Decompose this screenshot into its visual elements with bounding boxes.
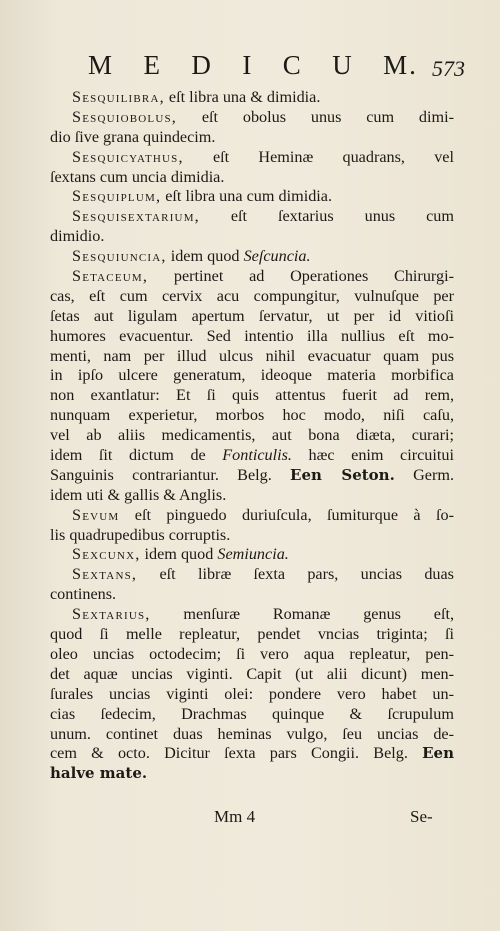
entry-line [50,386,454,406]
entry-text: menti, nam per illud ulcus nihil evacuatur quam pus [50,346,454,365]
page-number: 573 [432,56,465,81]
entry-first-line [50,267,454,287]
entry-line [50,287,454,307]
entry-text: eſt obolus unus cum dimi- [177,107,454,126]
blackletter-word: halve mate. [50,764,148,783]
blackletter-word: Een Seton. [290,465,395,484]
header-letter: I [242,50,254,80]
entry-first-line [50,565,454,585]
header-letter: M [88,50,115,80]
entry-line [50,645,454,665]
entry-text: pertinet ad Operationes Chirurgi- [148,267,454,286]
entry-text: idem ſit dictum de [50,446,223,465]
entry-first-line [50,506,454,526]
entry-line [50,227,454,247]
entry-text: cias ſedecim, Drachmas quinque & ſcrupulum [50,704,454,723]
entry-text: menſuræ Romanæ genus eſt, [150,605,454,624]
entry-text: eſt pinguedo duriuſcula, ſumiturque à ſo- [119,505,454,524]
entry-term: Sesquilibra, [72,88,165,106]
entry-line [50,168,454,188]
entry-line [50,347,454,367]
entry-line [50,665,454,685]
header-letter: C [282,50,303,80]
entry-line [50,705,454,725]
entry-line [50,486,454,506]
entry-text: ſetas aut ligulam apertum ſervatur, ut per id vitioſi [50,306,454,325]
entry-line [50,446,454,466]
entry-first-line [50,207,454,227]
header-letter: M. [383,50,418,80]
header-letter: E [143,50,162,80]
entry-line [50,725,454,745]
entry-first-line [50,88,454,108]
entry-line [50,744,454,764]
entry-term: Sextans, [72,565,138,584]
entry-text: dimidio. [50,227,105,246]
entry-line [50,128,454,148]
entry-line [50,307,454,327]
signature-mark: Mm 4 [214,807,256,826]
entry-line [50,366,454,386]
entry-text: quod ſi melle repleatur, pendet vncias triginta; ſi [50,625,454,644]
entry-text: nunquam experietur, morbos hoc modo, niſi caſu, [50,406,454,425]
entry-text: vel ab aliis medicamentis, aut bona diæta, curari; [50,426,454,445]
entry-first-line [50,545,454,565]
entry-text: idem uti & gallis & Anglis. [50,485,227,504]
italic-reference: Seſcuncia. [243,247,311,266]
entry-first-line [50,247,454,267]
entry-text: eſt ſextarius unus cum [199,207,454,226]
entry-text: dio ſive grana quindecim. [50,127,216,146]
entry-text: oleo uncias octodecim; ſi vero aqua repleatur, pen- [50,644,454,663]
entry-text: eſt libra una & dimidia. [164,88,321,106]
entry-text: continens. [50,585,117,604]
entry-term: Sesquiobolus, [72,107,178,126]
entry-text: lis quadrupedibus corruptis. [50,525,231,544]
entry-text: idem quod [166,247,244,266]
blackletter-word: Een [422,744,454,763]
entry-text: non exantlatur: Et ſi quis attentus fuerit ad rem, [50,386,454,405]
header-letter: D [191,50,213,80]
entry-line [50,406,454,426]
entry-text: ſextans cum uncia dimidia. [50,167,225,186]
entry-line [50,327,454,347]
entry-term: Sesquiplum, [72,187,162,206]
entry-line [50,625,454,645]
entry-text: cem & octo. Dicitur ſexta pars Congii. Belg. [50,744,423,763]
entry-line [50,764,454,784]
italic-reference: Fonticulis. [222,446,292,465]
header-letter: U [332,50,354,80]
entry-text: eſt Heminæ quadrans, vel [183,147,454,166]
entry-text: Sanguinis contrariantur. Belg. [50,465,291,484]
entry-first-line [50,187,454,207]
entry-line [50,685,454,705]
entry-text: ſurales uncias viginti olei: pondere vero habet un- [50,684,454,703]
entry-term: Sesquisextarium, [72,207,200,226]
entry-text: unum. continet duas heminas vulgo, ſeu uncias de- [50,724,454,743]
entry-term: Sevum [72,505,120,524]
entry-term: Sesquiuncia, [72,247,167,266]
entry-text-continued: Germ. [394,465,455,484]
entry-text: humores evacuentur. Sed intentio illa nullius eſt mo- [50,326,454,345]
entry-text: in ipſo ulcere generatum, ideoque materia morbifica [50,366,454,385]
entry-term: Sesquicyathus, [72,147,184,166]
entry-text: eſt libra una cum dimidia. [161,187,333,206]
entry-text-continued: hæc enim circuitui [291,446,454,465]
entry-term: Sextarius, [72,605,151,624]
entry-line [50,466,454,486]
entry-text: eſt libræ ſexta pars, uncias duas [137,565,454,584]
entry-line [50,426,454,446]
entry-text: det aquæ uncias viginti. Capit (ut alii dicunt) men- [50,664,454,683]
entry-line [50,526,454,546]
entry-first-line [50,108,454,128]
entry-line [50,585,454,605]
running-header [88,50,418,81]
entry-first-line [50,605,454,625]
catchword: Se- [410,807,433,826]
entry-first-line [50,148,454,168]
entry-term: Setaceum, [72,267,149,286]
entry-text: cas, eſt cum cervix acu compungitur, vulnuſque per [50,286,454,305]
entry-text: idem quod [140,545,218,564]
text-block [50,88,454,784]
entry-term: Sexcunx, [72,545,141,564]
italic-reference: Semiuncia. [217,545,289,564]
page-footer [0,807,500,831]
